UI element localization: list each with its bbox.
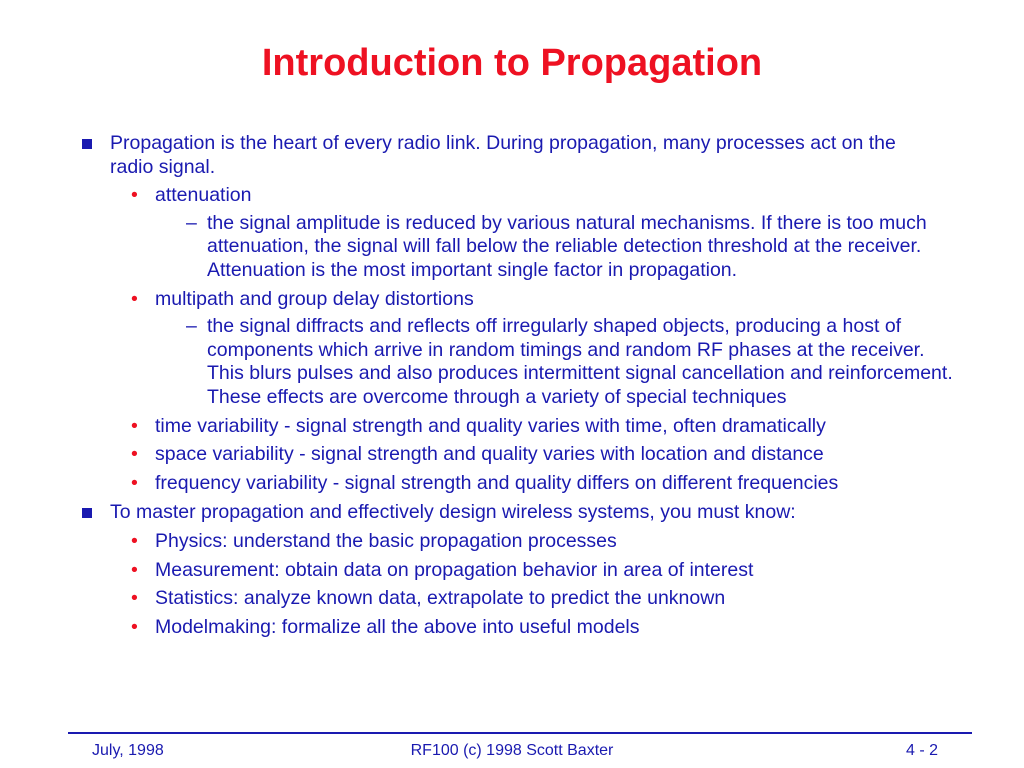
footer-date: July, 1998	[92, 742, 164, 759]
bullet-text: Measurement: obtain data on propagation behavior in area of interest	[155, 558, 754, 581]
dash-bullet-icon: –	[186, 315, 197, 338]
bullet-level2	[0, 559, 954, 583]
footer-page-number: 4 - 2	[905, 742, 938, 759]
bullet-text: the signal diffracts and reflects off irregularly shaped objects, producing a host of components which arrive in random timings and random RF phases at the receiver. This blurs pulses and also produces intermittent signal cancellation and reinforcement. These effects are overcome through a variety of special techniques	[207, 315, 953, 408]
bullet-level1	[0, 132, 944, 179]
dot-bullet-icon: •	[131, 287, 138, 310]
dot-bullet-icon: •	[131, 587, 138, 610]
dot-bullet-icon: •	[131, 471, 138, 494]
bullet-level2	[0, 530, 954, 554]
bullet-text: Physics: understand the basic propagation processes	[155, 529, 617, 552]
bullet-text: the signal amplitude is reduced by various natural mechanisms. If there is too much attenuation, the signal will fall below the reliable detection threshold at the receiver. Attenuation is the most important single factor in propagation.	[207, 211, 927, 281]
dot-bullet-icon: •	[131, 615, 138, 638]
footer-divider	[68, 732, 972, 734]
bullet-level2	[0, 184, 954, 208]
dash-bullet-icon: –	[186, 211, 197, 234]
bullet-level2	[0, 616, 954, 640]
bullet-text: Statistics: analyze known data, extrapolate to predict the unknown	[155, 587, 726, 610]
bullet-text: space variability - signal strength and quality varies with location and distance	[155, 443, 824, 466]
bullet-level2	[0, 288, 954, 312]
footer-copyright: RF100 (c) 1998 Scott Baxter	[410, 742, 614, 759]
square-bullet-icon	[82, 139, 92, 149]
bullet-level1	[0, 501, 944, 525]
dot-bullet-icon: •	[131, 529, 138, 552]
slide-title: Introduction to Propagation	[261, 42, 763, 84]
dot-bullet-icon: •	[131, 443, 138, 466]
bullet-level2	[0, 443, 954, 467]
slide-content	[0, 132, 1024, 639]
bullet-text: attenuation	[155, 184, 252, 207]
dot-bullet-icon: •	[131, 184, 138, 207]
bullet-level3	[0, 212, 954, 283]
bullet-level2	[0, 472, 954, 496]
dot-bullet-icon: •	[131, 414, 138, 437]
bullet-level2	[0, 587, 954, 611]
bullet-level2	[0, 415, 954, 439]
bullet-text: To master propagation and effectively design wireless systems, you must know:	[110, 501, 796, 524]
bullet-text: frequency variability - signal strength and quality differs on different frequencies	[155, 471, 839, 494]
dot-bullet-icon: •	[131, 558, 138, 581]
bullet-text: Modelmaking: formalize all the above into useful models	[155, 615, 640, 638]
bullet-text: Propagation is the heart of every radio link. During propagation, many processes act on the radio signal.	[110, 132, 896, 178]
square-bullet-icon	[82, 508, 92, 518]
bullet-text: time variability - signal strength and quality varies with time, often dramatically	[155, 414, 826, 437]
bullet-level3	[0, 315, 954, 409]
bullet-text: multipath and group delay distortions	[155, 287, 474, 310]
